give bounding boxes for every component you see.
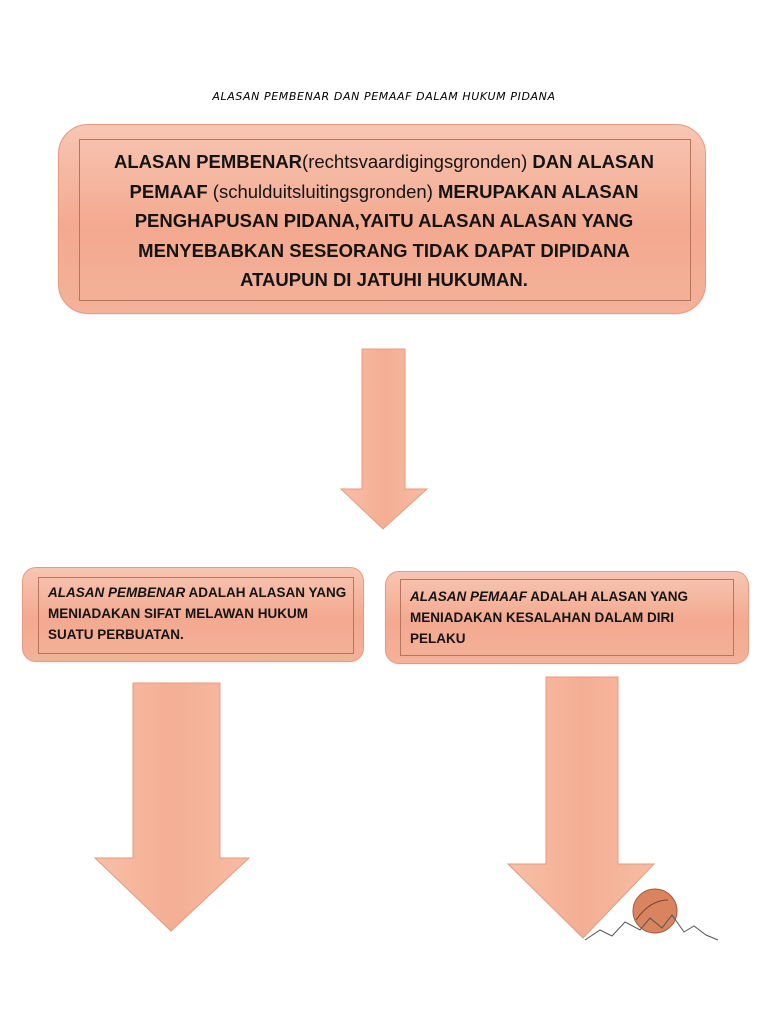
main-line5: ATAUPUN DI JATUHI HUKUMAN.	[240, 269, 528, 290]
main-line2-dutch: (schulduitsluitingsgronden)	[212, 180, 433, 202]
arrow-down-icon-left	[95, 683, 249, 931]
main-line1-dutch: (rechtsvaardigingsgronden)	[302, 151, 528, 172]
main-line4: MENYEBABKAN SESEORANG TIDAK DAPAT DIPIDANA	[138, 239, 630, 261]
alasan-pembenar-definition: ADALAH ALASAN YANG MENIADAKAN SIFAT MELAWAN HUKUM SUATU PERBUATAN.	[48, 585, 347, 642]
alasan-pembenar-term: ALASAN PEMBENAR	[48, 585, 186, 600]
arrow-down-icon-right	[508, 677, 654, 938]
main-line2-term: PEMAAF	[129, 180, 213, 202]
alasan-pemaaf-definition: ADALAH ALASAN YANG MENIADAKAN KESALAHAN DALAM DIRI PELAKU	[410, 589, 689, 646]
page-title: ALASAN PEMBENAR DAN PEMAAF DALAM HUKUM PIDANA	[212, 90, 556, 103]
main-line1-end: DAN ALASAN	[527, 151, 655, 172]
alasan-pemaaf-term: ALASAN PEMAAF	[410, 589, 527, 604]
main-line1-term: ALASAN PEMBENAR	[113, 151, 303, 172]
main-line3: PENGHAPUSAN PIDANA,YAITU ALASAN ALASAN YANG	[134, 210, 634, 231]
arrow-down-icon-center	[341, 349, 427, 529]
main-line2-end: MERUPAKAN ALASAN	[432, 180, 639, 202]
